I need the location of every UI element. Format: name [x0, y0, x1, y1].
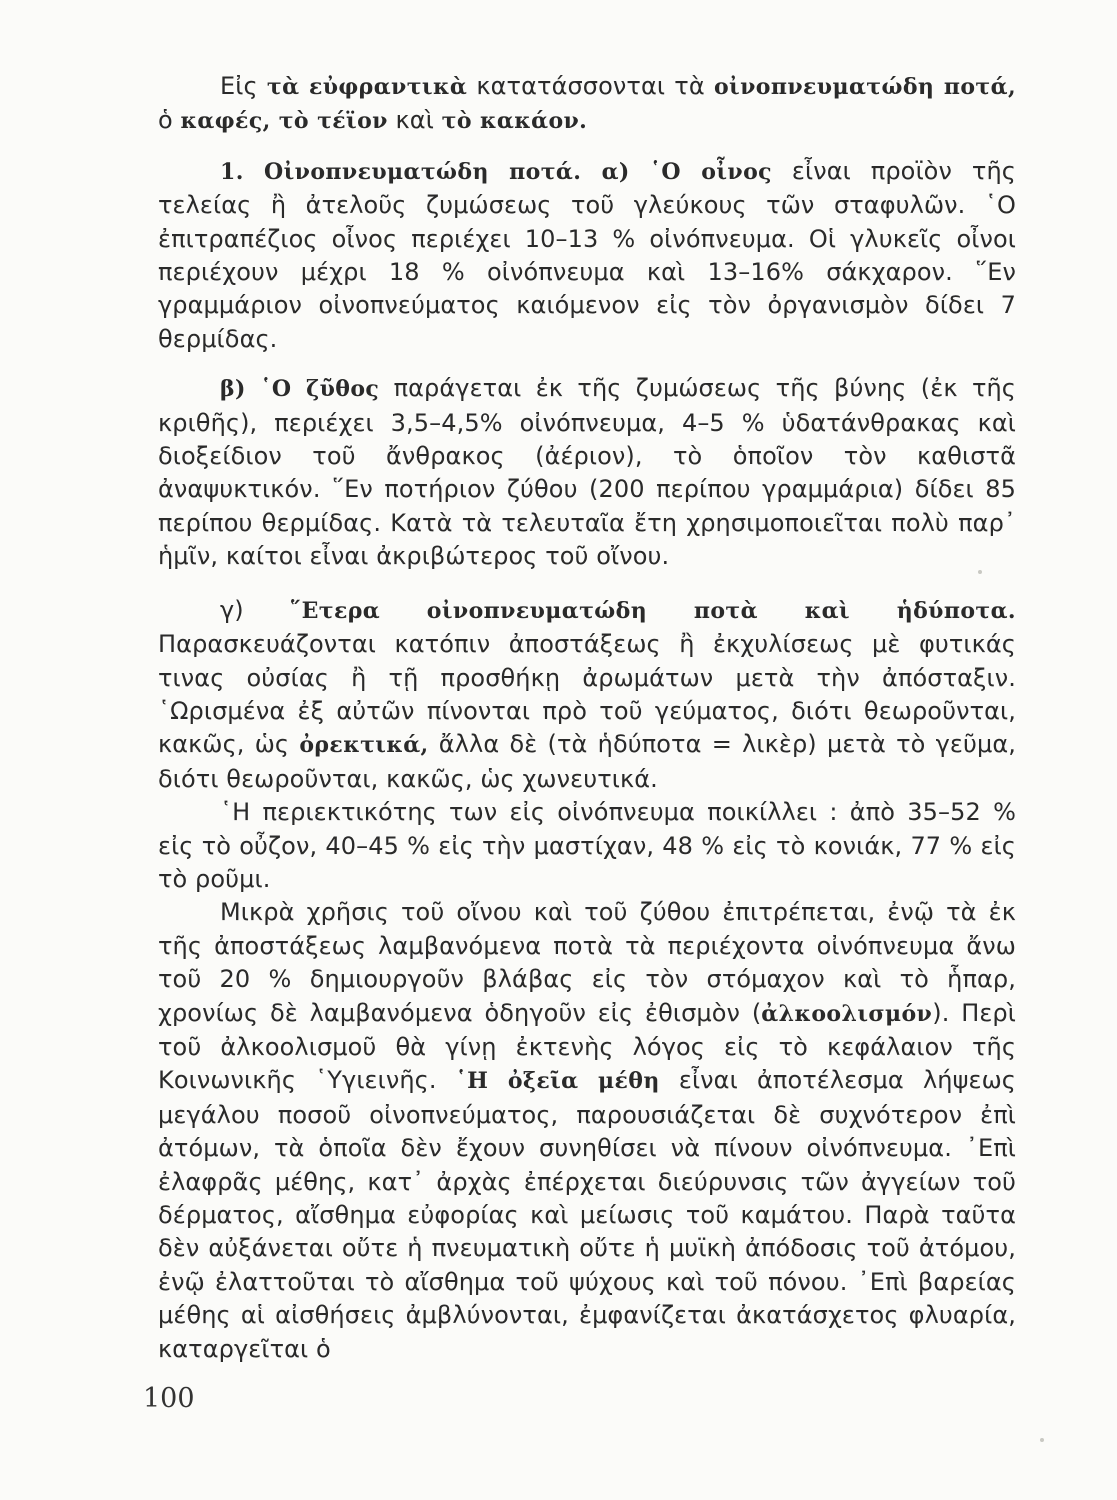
bold-term: ὀρεκτικά, — [299, 732, 429, 759]
intro-paragraph — [158, 70, 1016, 139]
text-run: εἶναι ἀποτέλεσμα λήψεως μεγάλου ποσοῦ οἰνοπνεύματος, παρουσιάζεται δὲ συχνότερον ἐπὶ ἀτόμων, τὰ ὁποῖα δὲν ἔχουν συνηθίσει νὰ πίνουν οἰνόπνευμα. ᾿Επὶ ἐλαφρᾶς μέθης, κατ᾽ ἀρχὰς ἐπέρχεται διεύρυνσις τῶν ἀγγείων τοῦ δέρματος, αἴσθημα εὐφορίας καὶ μείωσις τοῦ καμάτου. Παρὰ ταῦτα δὲν αὐξάνεται οὔτε ἡ πνευματικὴ οὔτε ἡ μυϊκὴ ἀπόδοσις τοῦ ἀτόμου, ἐνῷ ἐλαττοῦται τὸ αἴσθημα τοῦ ψύχους καὶ τοῦ πόνου. ᾿Επὶ βαρείας μέθης αἱ αἰσθήσεις ἀμβλύνονται, ἐμφανίζεται ἀκατάσχετος φλυαρία, καταργεῖται ὁ — [158, 1066, 1016, 1363]
text-run: Εἰς — [220, 72, 267, 100]
bold-term: ῞Ετερα οἰνοπνευματώδη ποτὰ καὶ ἡδύποτα. — [290, 597, 1016, 624]
text-run: ἄλλα δὲ (τὰ ἡδύποτα = λικὲρ) μετὰ τὸ γεῦμα, διότι θεωροῦνται, κακῶς, ὡς χωνευτικά. — [158, 730, 1016, 793]
text-run: γ) — [220, 595, 291, 624]
text-run: ὁ — [158, 106, 181, 135]
text-run: ). Περὶ τοῦ ἀλκοολισμοῦ θὰ γίνῃ ἐκτενὴς λόγος εἰς τὸ κεφάλαιον τῆς Κοινωνικῆς ῾Υγιεινῆς. — [158, 998, 1016, 1095]
paper-speck — [1040, 1438, 1044, 1442]
bold-term: ῾Ο οἶνος — [650, 158, 772, 185]
text-run: Παρασκευάζονται κατόπιν ἀποστάξεως ἢ ἐκχυλίσεως μὲ φυτικάς τινας οὐσίας ἢ τῇ προσθήκῃ ἀρωμάτων μετὰ τὴν ἀπόσταξιν. ῾Ωρισμένα ἐξ αὐτῶν πίνονται πρὸ τοῦ γεύματος, διότι θεωροῦνται, κακῶς, ὡς — [158, 630, 1016, 759]
text-run: Μικρὰ χρῆσις τοῦ οἴνου καὶ τοῦ ζύθου ἐπιτρέπεται, ἐνῷ τὰ ἐκ τῆς ἀποστάξεως λαμβανόμενα ποτὰ τὰ περιέχοντα οἰνόπνευμα ἄνω τοῦ 20 % δημιουργοῦν βλάβας εἰς τὸν στόμαχον καὶ τὸ ἧπαρ, χρονίως δὲ λαμβανόμενα ὁδηγοῦν εἰς ἐθισμὸν ( — [158, 898, 1016, 1027]
beer-paragraph — [158, 372, 1016, 573]
text-run: εἶναι προϊὸν τῆς τελείας ἢ ἀτελοῦς ζυμώσεως τοῦ γλεύκους τῶν σταφυλῶν. ῾Ο ἐπιτραπέζιος οἶνος περιέχει 10–13 % οἰνόπνευμα. Οἱ γλυκεῖς οἶνοι περιέχουν μέχρι 18 % οἰνόπνευμα καὶ 13–16% σάκχαρον. ῞Εν γραμμάριον οἰνοπνεύματος καιόμενον εἰς τὸν ὀργανισμὸν δίδει 7 θερμίδας. — [158, 156, 1016, 353]
text-run: ῾Η περιεκτικότης των εἰς οἰνόπνευμα ποικίλλει : ἀπὸ 35–52 % εἰς τὸ οὖζον, 40–45 % εἰς τὴν μαστίχαν, 48 % εἰς τὸ κονιάκ, 77 % εἰς τὸ ροῦμι. — [158, 798, 1016, 893]
bold-term: ῾Ο ζῦθος — [260, 376, 380, 403]
page-text — [158, 70, 1016, 1366]
other-spirits-paragraph — [158, 594, 1016, 796]
bold-term: καφές, τὸ τέϊον — [180, 108, 388, 135]
bold-term: ἀλκοολισμόν — [761, 1000, 933, 1027]
section-1-wine-paragraph — [158, 155, 1016, 356]
bold-term: τὰ εὐφραντικὰ — [266, 74, 468, 100]
text-run: καὶ — [387, 106, 442, 135]
paper-speck — [978, 570, 982, 574]
bold-term: οἰνοπνευματώδη ποτά, — [713, 74, 1017, 100]
bold-term: τὸ κακάον. — [441, 108, 588, 135]
bold-term: β) — [220, 376, 261, 403]
text-run: κατατάσσονται τὰ — [467, 72, 714, 100]
alcohol-content-paragraph — [158, 796, 1016, 896]
bold-term: ῾Η ὀξεῖα μέθη — [455, 1068, 660, 1095]
text-run: παράγεται ἐκ τῆς ζυμώσεως τῆς βύνης (ἐκ τῆς κριθῆς), περιέχει 3,5–4,5% οἰνόπνευμα, 4–5 % ὑδατάνθρακας καὶ διοξείδιον τοῦ ἄνθρακος (ἀέριον), τὸ ὁποῖον τὸν καθιστᾶ ἀναψυκτικόν. ῞Εν ποτήριον ζύθου (200 περίπου γραμμάρια) δίδει 85 περίπου θερμίδας. Κατὰ τὰ τελευταῖα ἔτη χρησιμοποιεῖται πολὺ παρ᾽ ἡμῖν, καίτοι εἶναι ἀκριβώτερος τοῦ οἴνου. — [158, 374, 1016, 571]
bold-term: 1. Οἰνοπνευματώδη ποτά. α) — [220, 158, 651, 185]
page-number: 100 — [143, 1383, 195, 1414]
moderation-paragraph — [158, 896, 1016, 1366]
